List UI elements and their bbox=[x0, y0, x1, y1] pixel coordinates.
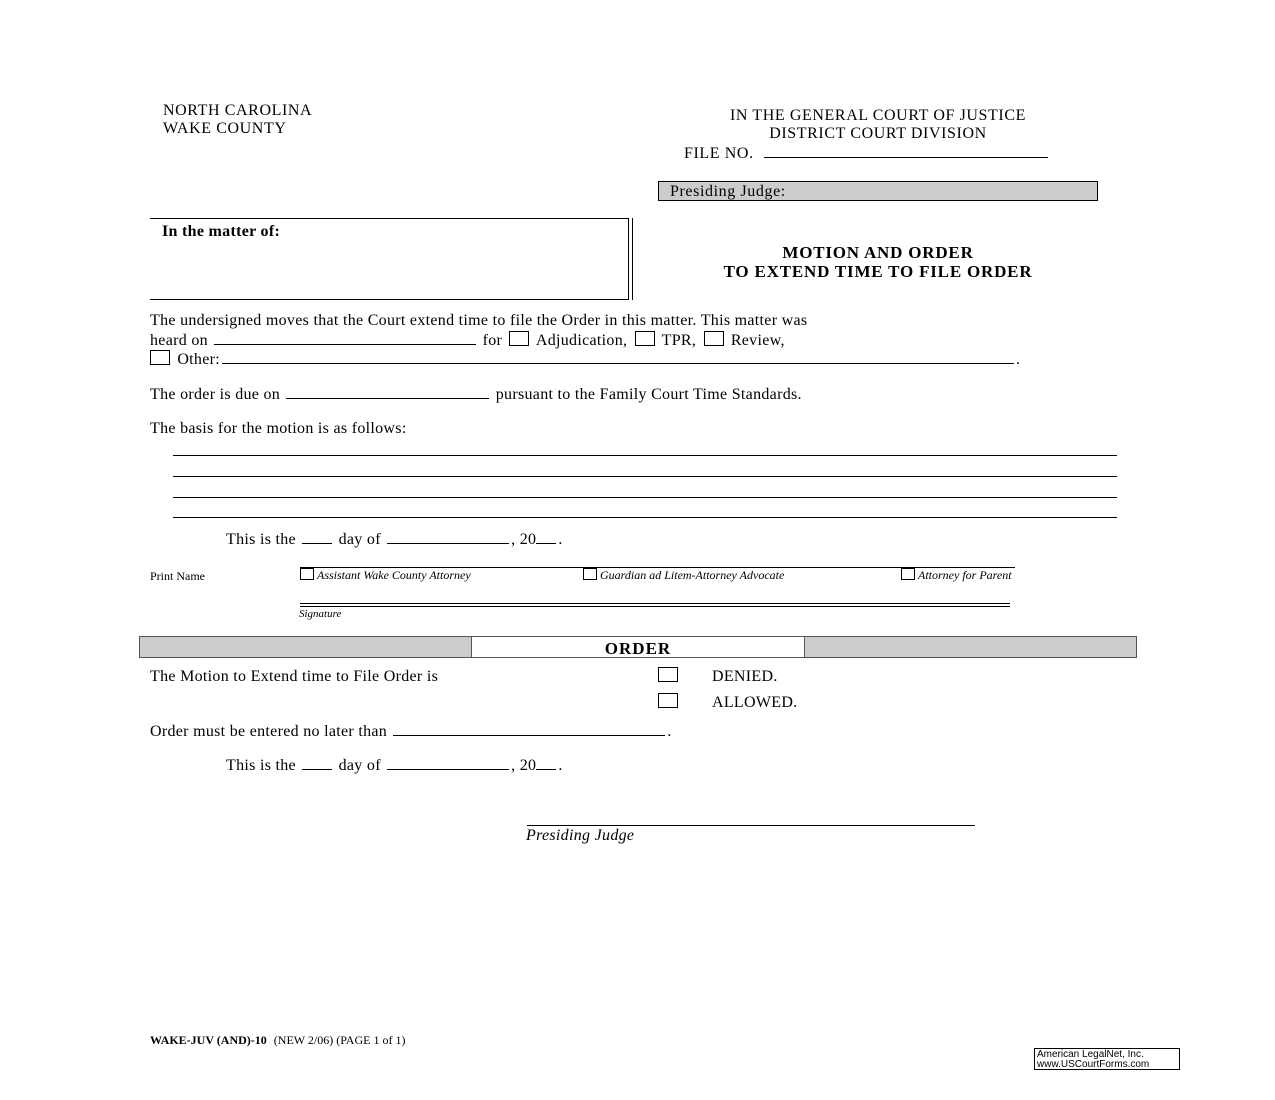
motion-day-field[interactable] bbox=[302, 529, 332, 544]
basis-line-3[interactable] bbox=[173, 497, 1117, 498]
order-date-this-is-the: This is the bbox=[226, 757, 296, 774]
order-heading-box bbox=[471, 636, 805, 658]
order-date-year: , 20 bbox=[511, 757, 537, 774]
order-due-date-field[interactable] bbox=[286, 384, 489, 399]
presiding-judge-label: Presiding Judge: bbox=[670, 183, 786, 200]
matter-box[interactable] bbox=[150, 218, 629, 300]
assistant-attorney-label: Assistant Wake County Attorney bbox=[317, 568, 471, 582]
form-id: WAKE-JUV (AND)-10 bbox=[150, 1033, 267, 1047]
basis-label: The basis for the motion is as follows: bbox=[150, 420, 407, 437]
other-field[interactable] bbox=[222, 349, 1014, 364]
tpr-checkbox[interactable] bbox=[635, 331, 655, 346]
entered-by-date-field[interactable] bbox=[393, 721, 665, 736]
county-name: WAKE COUNTY bbox=[163, 120, 287, 137]
assistant-attorney-checkbox[interactable] bbox=[300, 568, 314, 580]
matter-label: In the matter of: bbox=[162, 223, 281, 240]
allowed-checkbox[interactable] bbox=[658, 693, 678, 708]
tpr-label: TPR, bbox=[661, 332, 697, 349]
other-row: Other: . bbox=[150, 349, 1020, 369]
order-heading: ORDER bbox=[604, 639, 672, 658]
form-version: (NEW 2/06) (PAGE 1 of 1) bbox=[273, 1033, 406, 1047]
motion-year-field[interactable] bbox=[536, 529, 556, 544]
judge-signature-label: Presiding Judge bbox=[526, 827, 635, 844]
order-motion-is: The Motion to Extend time to File Order is bbox=[150, 668, 439, 685]
order-date-day-of: day of bbox=[338, 757, 381, 774]
motion-intro: The undersigned moves that the Court extend time to file the Order in this matter. This matter was bbox=[150, 312, 808, 329]
review-checkbox[interactable] bbox=[704, 331, 724, 346]
form-identifier bbox=[150, 1033, 405, 1048]
gal-attorney-label: Guardian ad Litem-Attorney Advocate bbox=[600, 568, 785, 582]
other-checkbox[interactable] bbox=[150, 350, 170, 365]
allowed-label: ALLOWED. bbox=[712, 694, 798, 711]
form-title-line1: MOTION AND ORDER bbox=[782, 243, 974, 262]
adjudication-checkbox[interactable] bbox=[509, 331, 529, 346]
form-title-line2: TO EXTEND TIME TO FILE ORDER bbox=[723, 262, 1033, 281]
signature-line-2 bbox=[300, 606, 1010, 607]
heard-on-label: heard on bbox=[150, 332, 208, 349]
order-due-row bbox=[150, 384, 802, 404]
court-division: DISTRICT COURT DIVISION bbox=[769, 125, 987, 142]
vendor-stamp bbox=[1034, 1048, 1180, 1070]
order-due-suffix: pursuant to the Family Court Time Standards. bbox=[495, 386, 802, 403]
file-no bbox=[684, 143, 1050, 163]
other-label: Other: bbox=[177, 351, 220, 368]
review-label: Review, bbox=[730, 332, 785, 349]
parent-attorney-checkbox[interactable] bbox=[901, 568, 915, 580]
basis-line-2[interactable] bbox=[173, 476, 1117, 477]
motion-date-year: , 20 bbox=[511, 531, 537, 548]
adjudication-label: Adjudication, bbox=[535, 332, 628, 349]
basis-line-4[interactable] bbox=[173, 517, 1117, 518]
file-no-field[interactable] bbox=[764, 143, 1048, 158]
entered-by-row: Order must be entered no later than . bbox=[150, 723, 672, 740]
option-gal-attorney bbox=[583, 568, 784, 583]
gal-attorney-checkbox[interactable] bbox=[583, 568, 597, 580]
file-no-label: FILE NO. bbox=[684, 145, 754, 162]
motion-date-this-is-the: This is the bbox=[226, 531, 296, 548]
basis-line-1[interactable] bbox=[173, 455, 1117, 456]
signature-line[interactable] bbox=[300, 603, 1010, 604]
matter-box-double-border bbox=[632, 218, 633, 300]
heard-on-row bbox=[150, 330, 785, 350]
print-name-label: Print Name bbox=[150, 569, 205, 583]
court-name: IN THE GENERAL COURT OF JUSTICE bbox=[729, 107, 1026, 124]
state-name: NORTH CAROLINA bbox=[163, 102, 313, 119]
motion-date-day-of: day of bbox=[338, 531, 381, 548]
denied-label: DENIED. bbox=[712, 668, 778, 685]
presiding-judge-box[interactable] bbox=[658, 181, 1098, 201]
for-label: for bbox=[482, 332, 503, 349]
heard-on-date-field[interactable] bbox=[214, 330, 476, 345]
motion-month-field[interactable] bbox=[387, 529, 509, 544]
motion-date-row: This is the day of , 20 . bbox=[226, 531, 563, 548]
vendor-url: www.USCourtForms.com bbox=[1037, 1059, 1150, 1070]
entered-by-label: Order must be entered no later than bbox=[150, 723, 388, 740]
vendor-name: American LegalNet, Inc. bbox=[1037, 1049, 1144, 1060]
order-day-field[interactable] bbox=[302, 755, 332, 770]
signature-label: Signature bbox=[299, 608, 342, 620]
order-year-field[interactable] bbox=[536, 755, 556, 770]
option-parent-attorney bbox=[901, 568, 1012, 583]
order-due-prefix: The order is due on bbox=[150, 386, 281, 403]
order-date-row: This is the day of , 20 . bbox=[226, 757, 563, 774]
option-assistant-attorney bbox=[300, 568, 471, 583]
parent-attorney-label: Attorney for Parent bbox=[918, 568, 1012, 582]
judge-signature-line[interactable] bbox=[527, 825, 975, 826]
order-month-field[interactable] bbox=[387, 755, 509, 770]
denied-checkbox[interactable] bbox=[658, 667, 678, 682]
